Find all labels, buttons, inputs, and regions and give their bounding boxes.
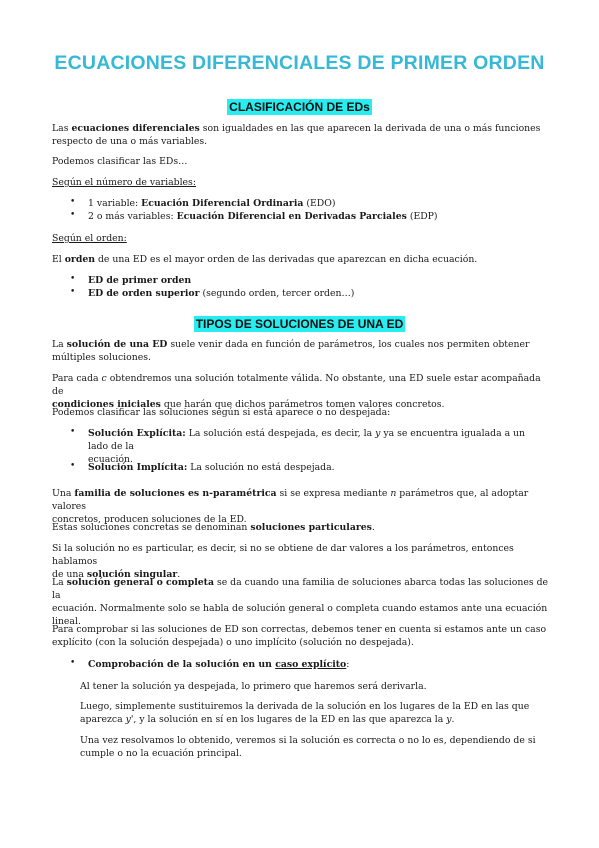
bullet-icon: • <box>70 274 76 284</box>
classify-line: Podemos clasificar las EDs… <box>52 156 188 167</box>
bullet-icon: • <box>70 210 76 220</box>
bullet-icon: • <box>70 461 76 471</box>
bullet-icon: • <box>70 197 76 207</box>
intro-paragraph: Las ecuaciones diferenciales son igualdades en las que aparecen la derivada de una o más funciones respecto de una o más variables. <box>52 123 541 147</box>
paragraph-particulares: Estas soluciones concretas se denominan soluciones particulares. <box>52 522 375 533</box>
paragraph-singular: Si la solución no es particular, es decir, si no se obtiene de dar valores a los parámetros, entonces hablamos de una solución singular. <box>52 543 514 580</box>
list-item-orden-superior: ED de orden superior (segundo orden, tercer orden…) <box>88 288 355 299</box>
paragraph-condiciones: Para cada c obtendremos una solución totalmente válida. No obstante, una ED suele estar acompañada de condiciones iniciales que harán que dichos parámetros tomen valores concretos. <box>52 373 541 410</box>
list-item-implicita: Solución Implícita: La solución no está despejada. <box>88 462 335 473</box>
paragraph-derivar: Al tener la solución ya despejada, lo primero que haremos será derivarla. <box>80 681 427 692</box>
paragraph-solucion: La solución de una ED suele venir dada en función de parámetros, los cuales nos permiten obtener múltiples soluciones. <box>52 339 530 363</box>
paragraph-familia: Una familia de soluciones es n-paramétrica si se expresa mediante n parámetros que, al adoptar valores concretos, producen soluciones de la ED. <box>52 488 529 525</box>
list-item-explicita: Solución Explícita: La solución está despejada, es decir, la y ya se encuentra igualada a un lado de la ecuación. <box>88 428 526 465</box>
subheading-variables: Según el número de variables: <box>52 177 196 188</box>
page-title: ECUACIONES DIFERENCIALES DE PRIMER ORDEN <box>54 52 545 74</box>
orden-paragraph: El orden de una ED es el mayor orden de las derivadas que aparezcan en dicha ecuación. <box>52 254 478 265</box>
paragraph-general: La solución general o completa se da cuando una familia de soluciones abarca todas las soluciones de la ecuación. Normalmente solo se habla de solución general o completa cuando estamos ante una ecuación lineal. <box>52 577 549 627</box>
list-item-primer-orden: ED de primer orden <box>88 275 192 286</box>
paragraph-sustituir: Luego, simplemente sustituiremos la derivada de la solución en los lugares de la ED en las que aparezca y', y la solución en sí en los lugares de la ED en las que aparezca la y. <box>80 701 530 725</box>
section-heading-clasificacion: CLASIFICACIÓN DE EDs <box>229 100 370 114</box>
list-item-edo: 1 variable: Ecuación Diferencial Ordinaria (EDO) <box>88 198 336 209</box>
list-item-edp: 2 o más variables: Ecuación Diferencial en Derivadas Parciales (EDP) <box>88 211 438 222</box>
paragraph-comprobar: Para comprobar si las soluciones de ED son correctas, debemos tener en cuenta si estamos ante un caso explícito (con la solución despejada) o uno implícito (solución no despejada). <box>52 624 547 648</box>
section-heading-tipos: TIPOS DE SOLUCIONES DE UNA ED <box>195 317 404 331</box>
subheading-orden: Según el orden: <box>52 233 127 244</box>
paragraph-resolver: Una vez resolvamos lo obtenido, veremos si la solución es correcta o no lo es, dependiendo de si cumple o no la ecuación principal. <box>80 735 536 759</box>
paragraph-clasificar: Podemos clasificar las soluciones según si esta aparece o no despejada: <box>52 407 391 418</box>
bullet-icon: • <box>70 427 76 437</box>
bullet-icon: • <box>70 287 76 297</box>
list-item-comprobacion: Comprobación de la solución en un caso explícito: <box>88 659 350 670</box>
bullet-icon: • <box>70 658 76 668</box>
